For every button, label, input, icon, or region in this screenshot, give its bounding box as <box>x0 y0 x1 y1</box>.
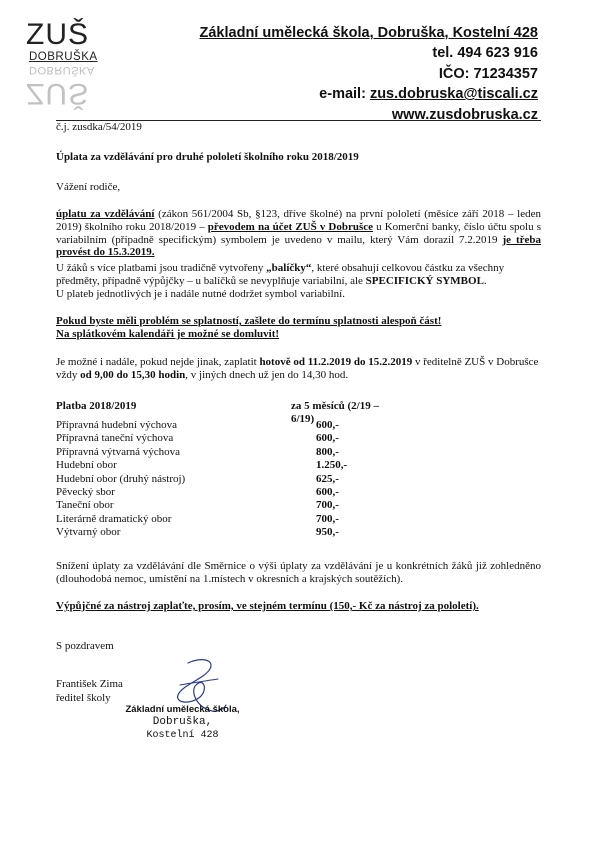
school-stamp <box>120 703 245 742</box>
fee-row-amount: 700,- <box>316 512 339 525</box>
para2-text-3: . <box>483 274 487 287</box>
packages-term: „balíčky“ <box>266 262 312 274</box>
logo-brand: ZUŠ <box>26 18 89 51</box>
signatory-name: František Zima <box>56 678 123 690</box>
fee-row <box>56 486 386 499</box>
logo-town: DOBRUŠKA <box>29 51 98 63</box>
fee-row <box>56 432 386 445</box>
payment-text-1: Je možné i nadále, pokud nejde jinak, zaplatit <box>56 356 260 368</box>
warning-line-1: Pokud byste měli problém se splatností, zašlete do termínu splatnosti alespoň část! <box>56 315 442 327</box>
warning-line-2: Na splátkovém kalendáři je možné se domluvit! <box>56 327 280 340</box>
school-ico: IČO: 71234357 <box>438 65 538 82</box>
fee-row-amount: 700,- <box>316 499 339 512</box>
email-link[interactable]: zus.dobruska@tiscali.cz <box>369 86 538 103</box>
fee-rows <box>56 419 386 540</box>
payment-text-2: v ředitelně ZUŠ v Dobrušce vždy <box>56 356 539 381</box>
school-phone: tel. 494 623 916 <box>432 45 538 62</box>
para1-text-2: u Komerční banky, číslo účtu spolu s variabilním (případně specifickým) symbolem je uvedeno v mailu, který Vám dorazil 7.2.2019 <box>56 220 541 246</box>
fee-row <box>56 419 386 432</box>
paragraph-variable-symbol: U plateb jednotlivých je i nadále nutné dodržet symbol variabilní. <box>56 288 345 300</box>
fee-row-name: Přípravná hudební výchova <box>56 419 177 431</box>
website-link[interactable]: www.zusdobruska.cz <box>391 106 538 123</box>
school-email-line <box>200 84 538 104</box>
signatory-block <box>56 677 541 705</box>
fee-table <box>56 400 386 540</box>
fee-row-name: Hudební obor (druhý nástroj) <box>56 472 186 485</box>
paragraph-cash-payment <box>56 356 541 382</box>
fee-row <box>56 513 386 526</box>
logo-brand-reflection: ZUŠ <box>26 77 89 110</box>
signatory-role: ředitel školy <box>56 692 111 704</box>
paragraph-reduction: Snížení úplaty za vzdělávání dle Směrnice o výši úplaty za vzdělávání je u konkrétních žáků již zohledněno (dlouhodobá nemoc, umístění na 1.místech v okresních a krajských soutěžích). <box>56 560 541 585</box>
fee-row <box>56 473 386 486</box>
fee-term: úplatu za vzdělávání <box>56 208 155 220</box>
fee-row-amount: 800,- <box>316 445 339 458</box>
specific-symbol: SPECIFICKÝ SYMBOL <box>365 274 484 287</box>
letter-title: Úplata za vzdělávání pro druhé pololetí školního roku 2018/2019 <box>56 151 359 163</box>
fee-header-amount: za 5 měsíců (2/19 – 6/19) <box>291 400 379 426</box>
paragraph-payment-info <box>56 208 541 259</box>
warning-block <box>56 315 541 341</box>
fee-row-amount: 950,- <box>316 526 339 539</box>
fee-row-name: Pěvecký sbor <box>56 485 115 498</box>
fee-row-amount: 1.250,- <box>316 459 348 472</box>
payment-text-3: , v jiných dnech už jen do 14,30 hod. <box>185 368 349 381</box>
instrument-rental-note: Výpůjčné za nástroj zaplaťte, prosím, ve stejném termínu (150,- Kč za nástroj za pololetí). <box>56 600 479 612</box>
para2-text-2: , které obsahují celkovou částku za všechny předměty, případně výpůjčky – u balíčků se nevyplňuje variabilní, ale <box>56 262 505 287</box>
stamp-line-2: Dobruška, <box>152 716 213 728</box>
para2-text-1: U žáků s více platbami jsou tradičně vytvořeny <box>56 262 267 274</box>
school-name: Základní umělecká škola, Dobruška, Kostelní 428 <box>199 25 538 41</box>
fee-row-name: Výtvarný obor <box>56 526 121 539</box>
email-label: e-mail: <box>319 86 370 103</box>
fee-row <box>56 446 386 459</box>
fee-row-amount: 600,- <box>316 419 339 431</box>
para1-text-1: (zákon 561/2004 Sb, §123, dříve školné) na první pololetí (měsíce září 2018 – leden 2019) školního roku 2018/2019 – <box>56 208 541 233</box>
fee-row-amount: 625,- <box>316 472 339 485</box>
office-hours: od 9,00 do 15,30 hodin <box>80 368 186 381</box>
stamp-line-1: Základní umělecká škola, <box>125 704 240 715</box>
fee-row-name: Literárně dramatický obor <box>56 512 172 525</box>
fee-row <box>56 499 386 512</box>
school-logo <box>26 20 136 115</box>
fee-row <box>56 526 386 539</box>
fee-row-amount: 600,- <box>316 432 339 445</box>
paragraph-packages <box>56 262 541 288</box>
payment-deadline: je třeba provést do 15.3.2019. <box>56 233 541 259</box>
fee-row <box>56 459 386 472</box>
fee-row-name: Taneční obor <box>56 499 114 512</box>
closing-phrase: S pozdravem <box>56 640 114 652</box>
logo-town-reflection: DOBRUŠKA <box>29 64 95 76</box>
fee-row-name: Přípravná výtvarná výchova <box>56 445 181 458</box>
fee-header-name: Platba 2018/2019 <box>56 400 137 412</box>
letterhead <box>200 23 538 125</box>
bank-transfer-note: převodem na účet ZUŠ v Dobrušce <box>207 220 374 233</box>
fee-row-amount: 600,- <box>316 485 339 498</box>
fee-row-name: Hudební obor <box>56 459 117 472</box>
greeting: Vážení rodiče, <box>56 181 121 193</box>
cash-dates: hotově od 11.2.2019 do 15.2.2019 <box>259 356 413 368</box>
stamp-line-3: Kostelní 428 <box>146 730 219 741</box>
fee-row-name: Přípravná taneční výchova <box>56 432 174 445</box>
reference-number: č.j. zusdka/54/2019 <box>56 121 142 133</box>
